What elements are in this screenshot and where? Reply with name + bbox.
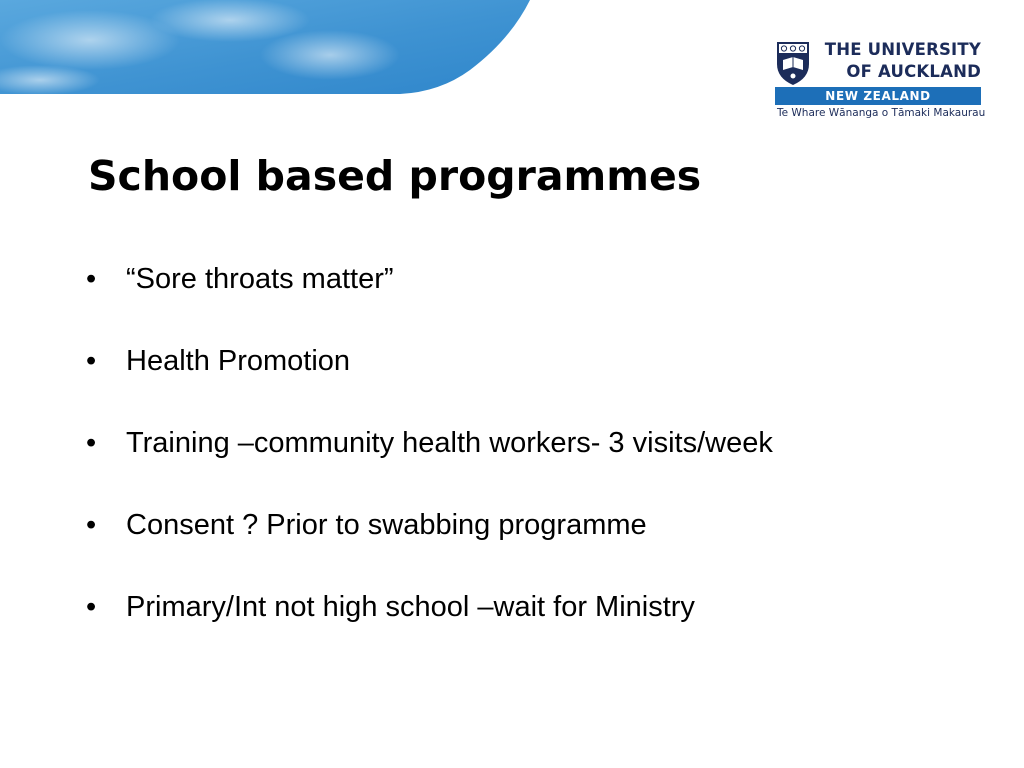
crest-icon [775,40,811,86]
bullet-text: Training –community health workers- 3 visits/week [126,427,773,459]
bullet-icon: • [86,509,97,541]
logo-country-bar: NEW ZEALAND [775,87,981,105]
bullet-icon: • [86,263,97,295]
bullet-text: “Sore throats matter” [126,263,394,295]
logo-line1: THE UNIVERSITY [824,40,981,59]
bullet-icon: • [86,345,97,377]
bullet-icon: • [86,427,97,459]
bullet-text: Primary/Int not high school –wait for Ministry [126,591,695,623]
university-logo [775,40,985,122]
logo-maori-name: Te Whare Wānanga o Tāmaki Makaurau [777,107,986,119]
logo-line2: OF AUCKLAND [846,62,981,81]
bullet-text: Health Promotion [126,345,351,377]
sky-banner-image [0,0,540,100]
bullet-text: Consent ? Prior to swabbing programme [126,509,647,541]
bullet-icon: • [86,591,97,623]
slide-title: School based programmes [88,152,702,200]
